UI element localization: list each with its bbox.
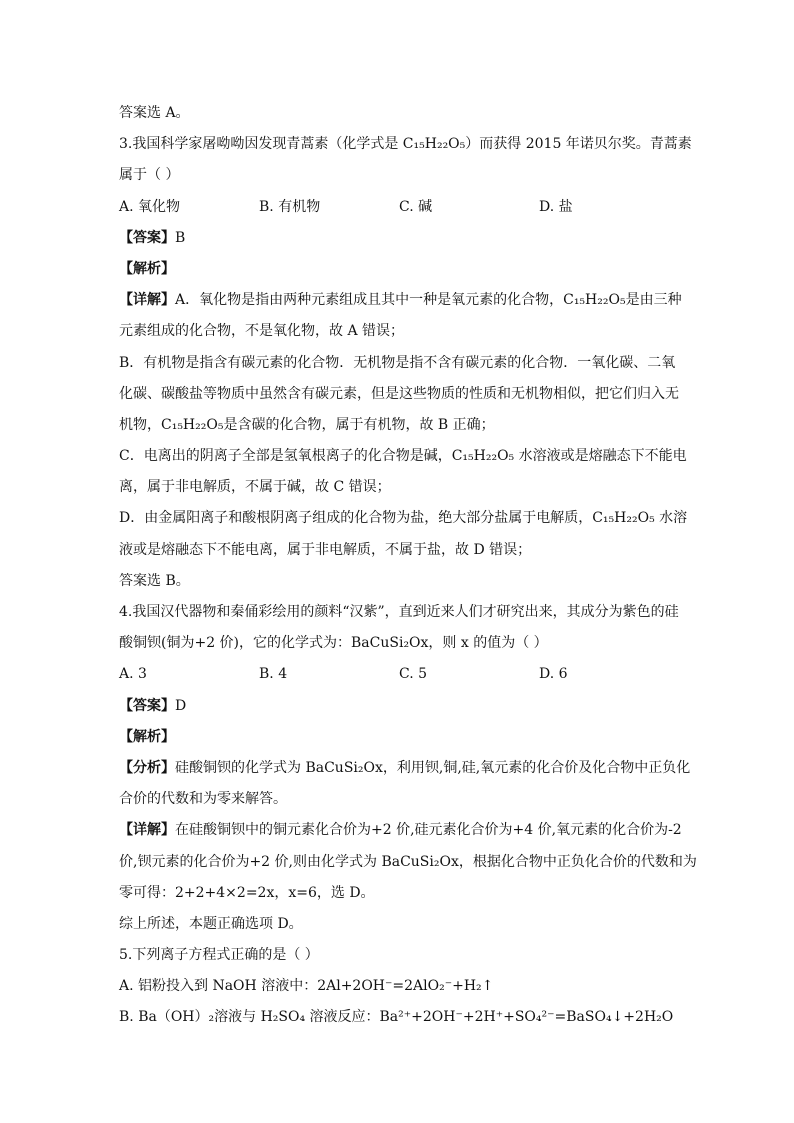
line-text: 4.我国汉代器物和秦俑彩绘用的颜料“汉紫”，直到近来人们才研究出来，其成分为紫色的硅 [119, 604, 679, 620]
line-text: B．有机物是指含有碳元素的化合物．无机物是指不含有碳元素的化合物．一氧化碳、二氧 [119, 354, 676, 371]
text-line [119, 909, 679, 940]
text-line [119, 691, 679, 722]
text-line [119, 628, 679, 659]
section-tag: 【解析】 [119, 728, 175, 745]
answer-option: D. 6 [539, 666, 568, 683]
line-text: 化碳、碳酸盐等物质中虽然含有碳元素，但是这些物质的性质和无机物相似，把它们归入无 [119, 385, 679, 402]
line-text: 机物，C₁₅H₂₂O₅是含碳的化合物，属于有机物，故 B 正确； [119, 416, 495, 433]
answer-options [119, 659, 679, 690]
line-text: D [175, 697, 187, 714]
line-text: 酸铜钡(铜为+2 价)，它的化学式为：BaCuSi₂Ox，则 x 的值为（ ） [119, 635, 548, 652]
line-text: 硅酸铜钡的化学式为 BaCuSi₂Ox，利用钡,铜,硅,氧元素的化合价及化合物中正负化 [175, 759, 691, 776]
text-line [119, 940, 679, 971]
text-line [119, 722, 679, 753]
line-text: 液或是熔融态下不能电离，属于非电解质，不属于盐，故 D 错误； [119, 541, 532, 558]
text-line [119, 98, 679, 129]
line-text: B. Ba（OH）₂溶液与 H₂SO₄ 溶液反应：Ba²⁺+2OH⁻+2H⁺+SO₄²⁻=BaSO₄↓+2H₂O [119, 1009, 674, 1026]
line-text: D．由金属阳离子和酸根阴离子组成的化合物为盐，绝大部分盐属于电解质，C₁₅H₂₂O₅ 水溶 [119, 510, 688, 527]
answer-option: A. 3 [119, 666, 147, 683]
text-line [119, 285, 682, 316]
section-tag: 【详解】 [119, 292, 175, 309]
line-text: A. 铝粉投入到 NaOH 溶液中：2Al+2OH⁻=2AlO₂⁻+H₂↑ [119, 978, 494, 995]
answer-option: C. 5 [399, 666, 428, 683]
answer-options [119, 192, 679, 223]
text-line [119, 878, 679, 909]
text-line [119, 223, 679, 254]
text-line [119, 316, 679, 347]
line-text: 在硅酸铜钡中的铜元素化合价为+2 价,硅元素化合价为+4 价,氧元素的化合价为-2 [175, 822, 682, 839]
section-tag: 【分析】 [119, 759, 175, 776]
text-line [119, 472, 679, 503]
document-body [119, 98, 697, 1034]
text-line [119, 160, 679, 191]
section-tag: 【答案】 [119, 697, 175, 714]
answer-option: A. 氧化物 [119, 198, 181, 215]
text-line [119, 847, 697, 878]
line-text: 5.下列离子方程式正确的是（ ） [119, 947, 319, 964]
text-line [119, 441, 687, 472]
line-text: 答案选 A。 [119, 105, 190, 121]
text-line [119, 1002, 679, 1033]
line-text: 元素组成的化合物，不是氧化物，故 A 错误； [119, 323, 405, 340]
line-text: 合价的代数和为零来解答。 [119, 791, 287, 808]
text-line [119, 753, 691, 784]
line-text: A．氧化物是指由两种元素组成且其中一种是氧元素的化合物，C₁₅H₂₂O₅是由三种 [175, 292, 682, 309]
line-text: 3.我国科学家屠呦呦因发现青蒿素（化学式是 C₁₅H₂₂O₅）而获得 2015 年诺贝尔奖。青蒿素 [119, 136, 692, 153]
line-text: 属于（ ） [119, 167, 180, 184]
line-text: 综上所述，本题正确选项 D。 [119, 915, 303, 932]
text-line [119, 597, 679, 628]
section-tag: 【详解】 [119, 822, 175, 839]
answer-option: B. 有机物 [259, 198, 321, 215]
text-line [119, 815, 682, 846]
text-line [119, 129, 692, 160]
line-text: B [175, 229, 186, 246]
answer-option: B. 4 [259, 666, 288, 683]
text-line [119, 254, 679, 285]
line-text: C．电离出的阴离子全部是氢氧根离子的化合物是碱，C₁₅H₂₂O₅ 水溶液或是熔融态下不能电 [119, 448, 687, 465]
text-line [119, 535, 679, 566]
section-tag: 【答案】 [119, 229, 175, 246]
line-text: 答案选 B。 [119, 572, 190, 589]
answer-option: D. 盐 [539, 198, 573, 215]
text-line [119, 379, 679, 410]
answer-option: C. 碱 [399, 198, 433, 215]
text-line [119, 971, 679, 1002]
line-text: 离，属于非电解质，不属于碱，故 C 错误； [119, 479, 391, 496]
text-line [119, 566, 679, 597]
line-text: 零可得：2+2+4×2=2x，x=6，选 D。 [119, 884, 375, 901]
text-line [119, 784, 679, 815]
text-line [119, 410, 679, 441]
text-line [119, 348, 679, 379]
section-tag: 【解析】 [119, 260, 175, 277]
line-text: 价,钡元素的化合价为+2 价,则由化学式为 BaCuSi₂Ox，根据化合物中正负化合价的代数和为 [119, 853, 697, 870]
text-line [119, 503, 688, 534]
